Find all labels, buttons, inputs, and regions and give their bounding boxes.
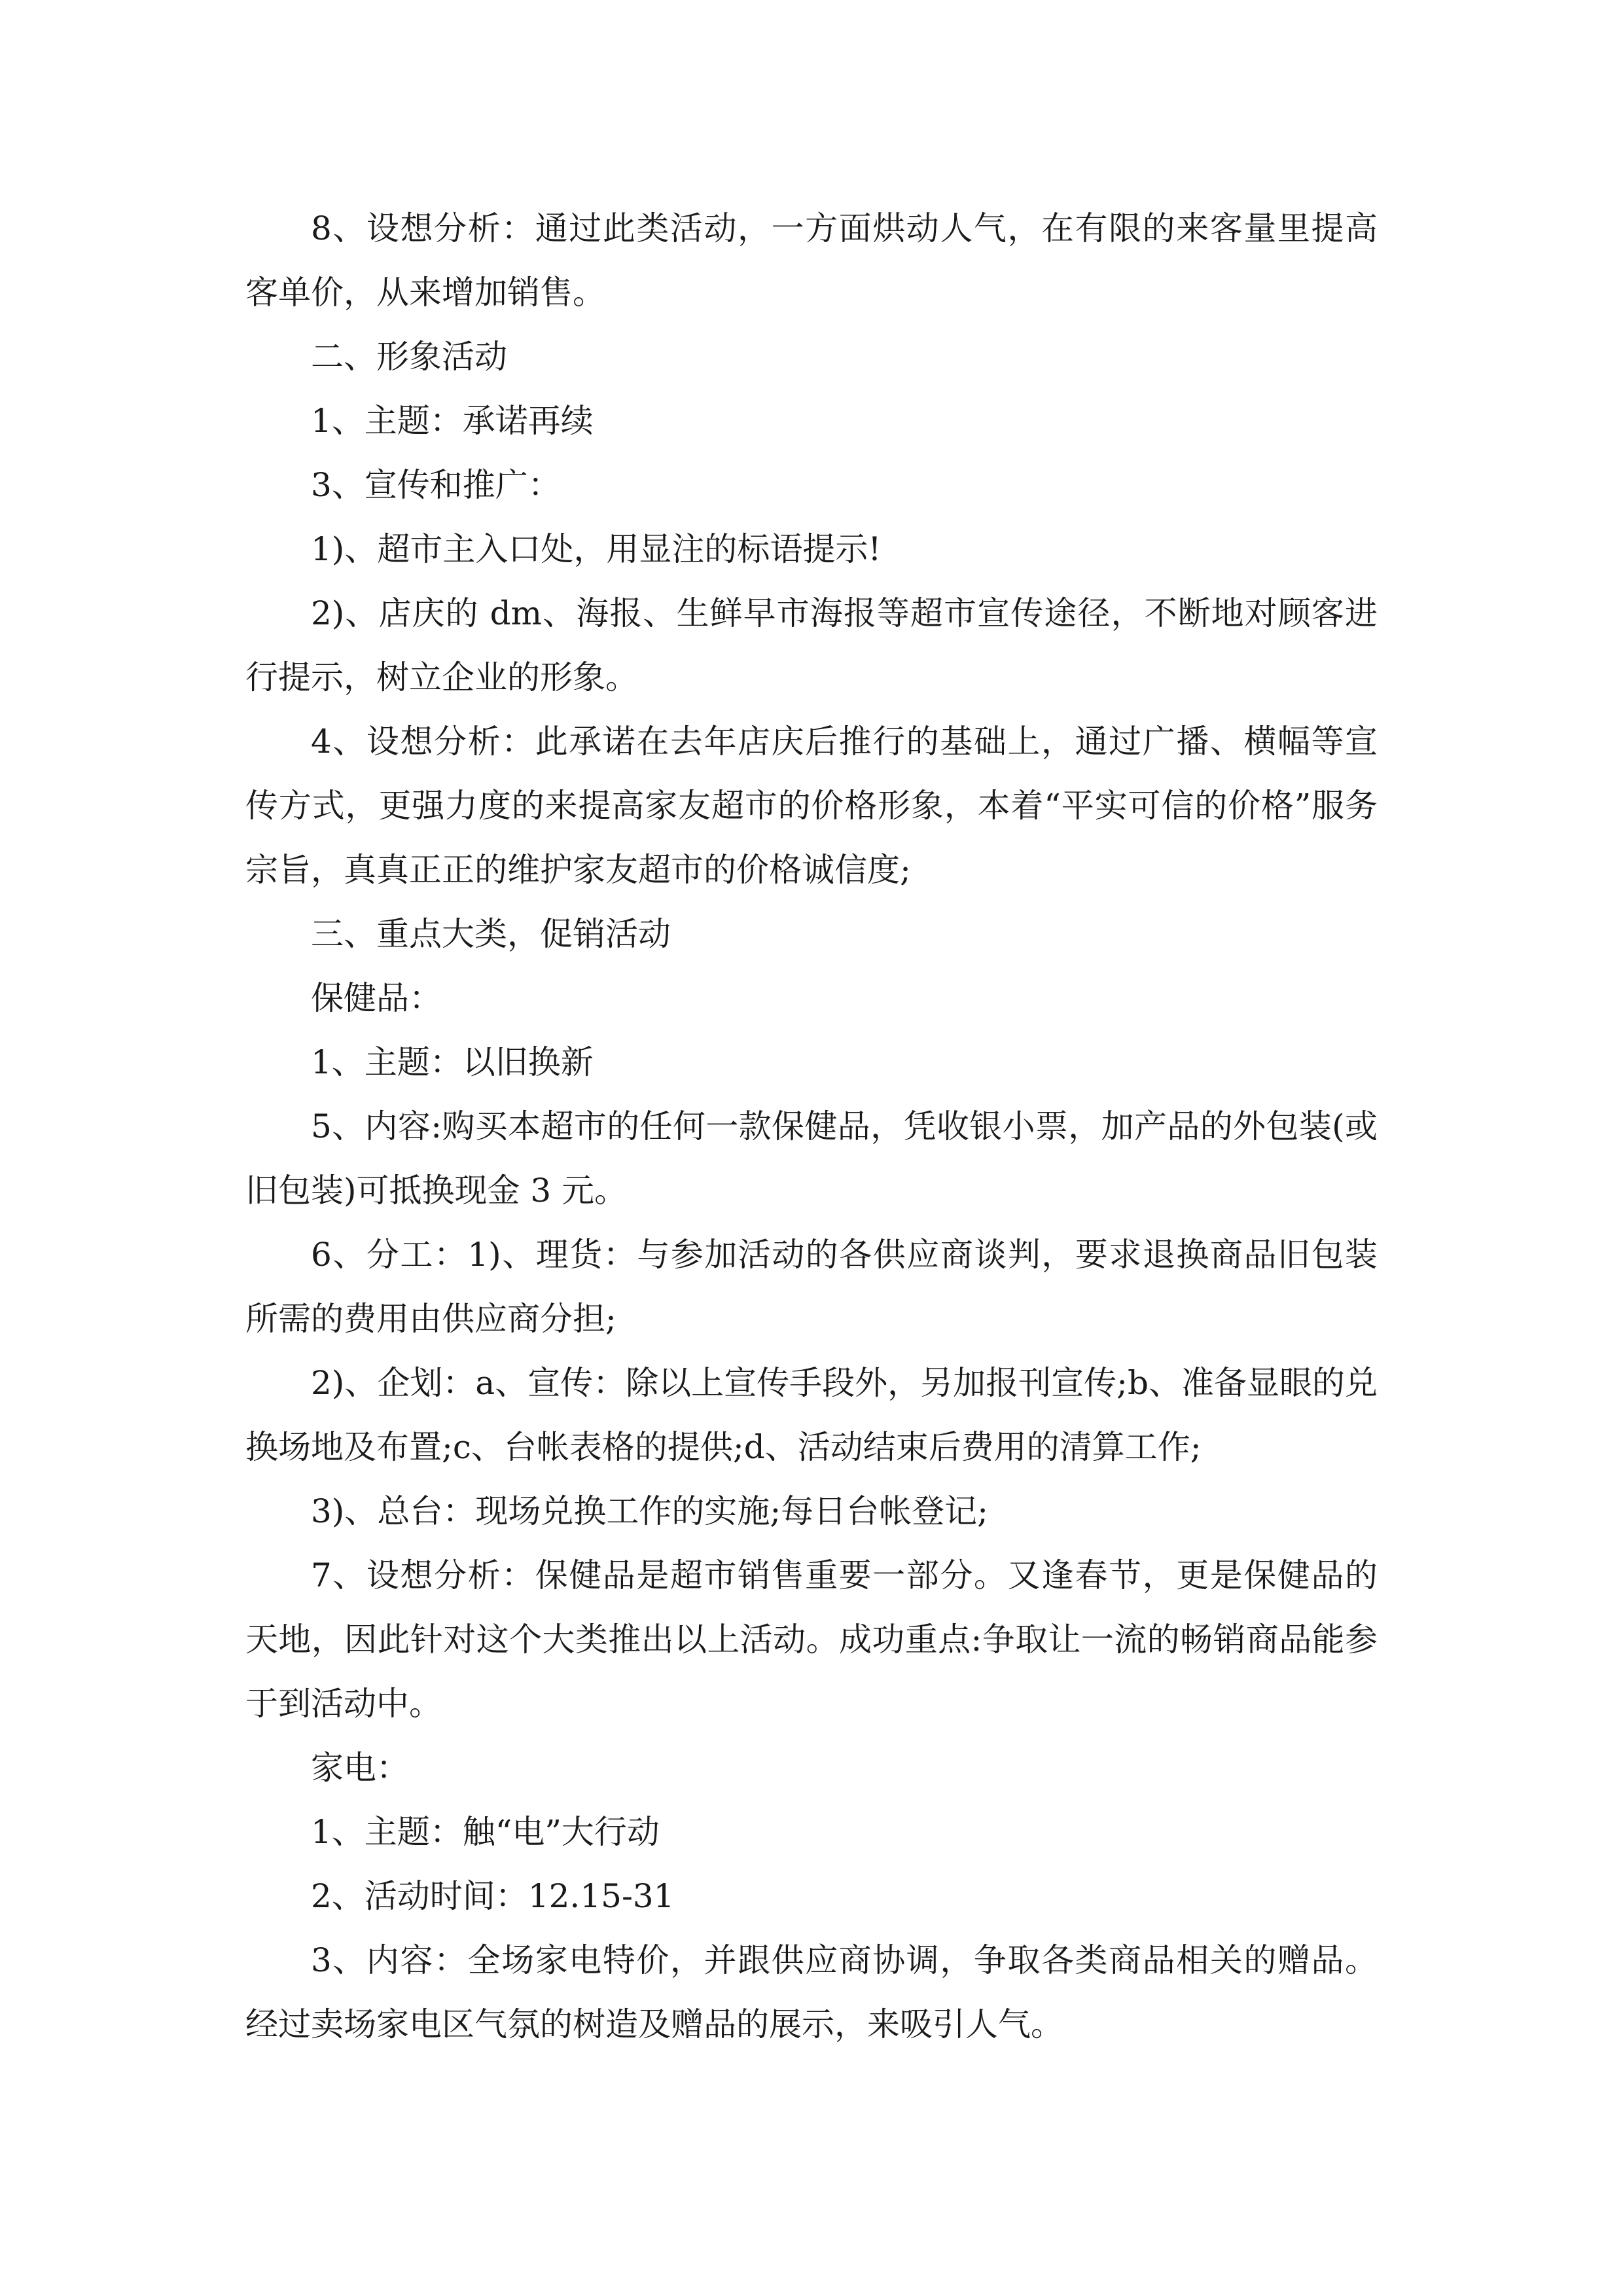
paragraph-content: 5、内容:购买本超市的任何一款保健品，凭收银小票，加产品的外包装(或旧包装)可抵换现金 3 元。	[245, 1107, 1378, 1210]
paragraph-analysis-4: 4、设想分析：此承诺在去年店庆后推行的基础上，通过广播、横幅等宣传方式，更强力度的来提高家友超市的价格形象，本着“平实可信的价格”服务宗旨，真真正正的维护家友超市的价格诚信度;	[245, 723, 1378, 889]
paragraph-trade-in-theme: 1、主题：以旧换新	[311, 1043, 594, 1081]
paragraph-analysis-8: 8、设想分析：通过此类活动，一方面烘动人气，在有限的来客量里提高客单价，从来增加销售。	[245, 209, 1378, 312]
paragraph-dm-posters: 2)、店庆的 dm、海报、生鲜早市海报等超市宣传途径，不断地对顾客进行提示，树立企业的形象。	[245, 594, 1378, 696]
section-heading-image-activity: 二、形象活动	[311, 338, 507, 376]
paragraph-front-desk: 3)、总台：现场兑换工作的实施;每日台帐登记;	[311, 1492, 989, 1530]
document-body	[245, 196, 1378, 2056]
paragraph-planning: 2)、企划：a、宣传：除以上宣传手段外，另加报刊宣传;b、准备显眼的兑换场地及布置;c、台帐表格的提供;d、活动结束后费用的清算工作;	[245, 1364, 1378, 1466]
paragraph-appliance-theme: 1、主题：触“电”大行动	[311, 1813, 660, 1851]
paragraph-division-of-labor: 6、分工：1)、理货：与参加活动的各供应商谈判，要求退换商品旧包装所需的费用由供应商分担;	[245, 1236, 1378, 1338]
subheading-health-products: 保健品：	[311, 979, 442, 1017]
paragraph-theme: 1、主题：承诺再续	[311, 402, 594, 440]
paragraph-analysis-7: 7、设想分析：保健品是超市销售重要一部分。又逢春节，更是保健品的天地，因此针对这个大类推出以上活动。成功重点:争取让一流的畅销商品能参于到活动中。	[245, 1556, 1378, 1723]
paragraph-appliance-content: 3、内容：全场家电特价，并跟供应商协调，争取各类商品相关的赠品。经过卖场家电区气氛的树造及赠品的展示，来吸引人气。	[245, 1941, 1378, 2043]
section-heading-key-categories: 三、重点大类，促销活动	[311, 915, 671, 953]
subheading-appliances: 家电：	[311, 1749, 409, 1787]
paragraph-promotion: 3、宣传和推广：	[311, 466, 561, 504]
paragraph-activity-time: 2、活动时间：12.15-31	[311, 1877, 675, 1915]
paragraph-entrance-slogan: 1)、超市主入口处，用显注的标语提示!	[311, 530, 882, 568]
